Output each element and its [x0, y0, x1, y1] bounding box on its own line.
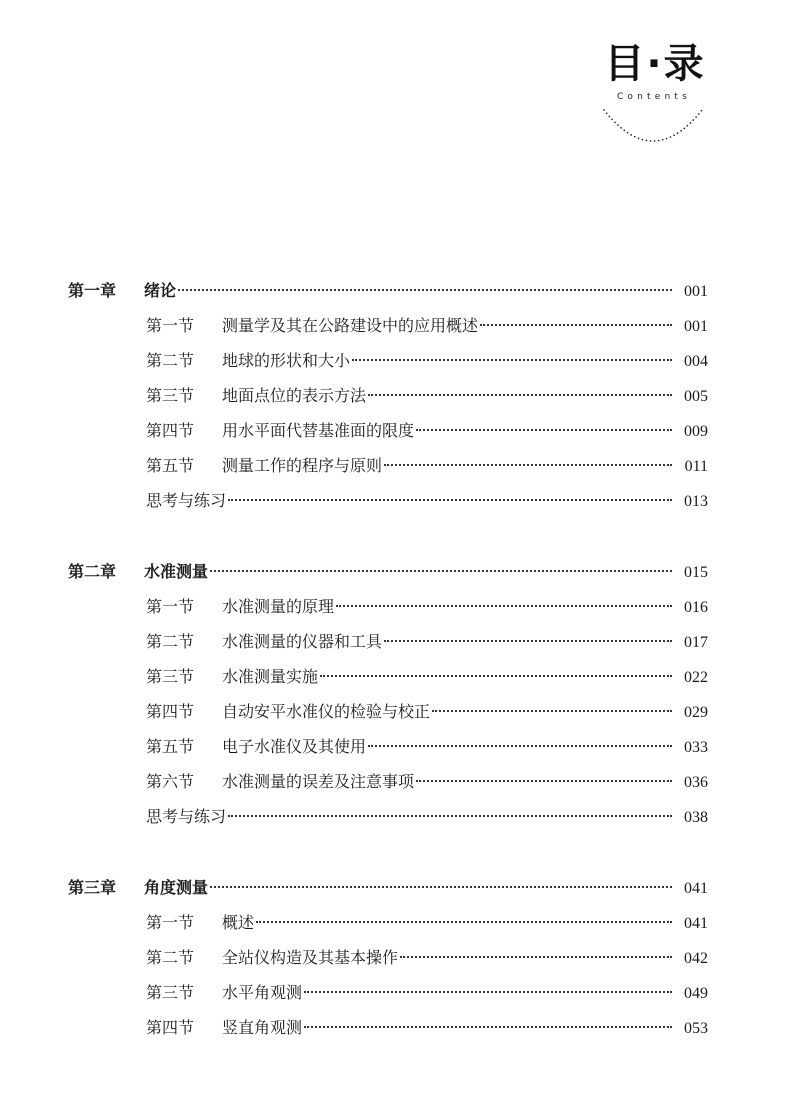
- toc-entry-label: 第一章: [68, 281, 117, 300]
- toc-section-row[interactable]: [146, 660, 708, 694]
- toc-entry-label: 第二节: [146, 351, 195, 370]
- dot-leader: [304, 1025, 672, 1028]
- toc-page-number: 036: [684, 774, 708, 791]
- toc-page-number: 053: [684, 1020, 708, 1037]
- dot-leader: [228, 814, 672, 817]
- toc-entry-title: 测量学及其在公路建设中的应用概述: [222, 316, 479, 335]
- toc-page-number: 029: [684, 704, 708, 721]
- toc-entry-title: 水准测量的误差及注意事项: [222, 772, 415, 791]
- dot-leader: [352, 358, 672, 361]
- toc-section-row[interactable]: [146, 765, 708, 799]
- dot-leader: [304, 990, 672, 993]
- toc-entry-title: 概述: [222, 913, 255, 932]
- toc-page-number: 041: [684, 880, 708, 897]
- toc-section-row[interactable]: [146, 590, 708, 624]
- toc-entry-label: 第五节: [146, 737, 195, 756]
- toc-section-row[interactable]: [146, 941, 708, 975]
- toc-entry-label: 第二节: [146, 632, 195, 651]
- dot-leader: [400, 955, 672, 958]
- toc-entry-title: 测量工作的程序与原则: [222, 456, 383, 475]
- toc-entry-title: 思考与练习: [146, 491, 227, 510]
- toc-page-number: 017: [684, 634, 708, 651]
- toc-entry-label: 第五节: [146, 456, 195, 475]
- toc-page-number: 016: [684, 599, 708, 616]
- toc-section-row[interactable]: [146, 344, 708, 378]
- toc-entry-label: 第六节: [146, 772, 195, 791]
- toc-entry-label: 第一节: [146, 913, 195, 932]
- toc-section-row[interactable]: [146, 625, 708, 659]
- toc-header: [580, 38, 730, 158]
- dot-leader: [368, 744, 672, 747]
- toc-entry-label: 第三节: [146, 983, 195, 1002]
- toc-section-row[interactable]: [146, 449, 708, 483]
- dot-leader: [228, 498, 672, 501]
- toc-page-number: 004: [684, 353, 708, 370]
- toc-entry-title: 思考与练习: [146, 807, 227, 826]
- toc-entry-label: 第四节: [146, 702, 195, 721]
- toc-section-row[interactable]: [146, 1011, 708, 1045]
- toc-entry-title: 竖直角观测: [222, 1018, 303, 1037]
- toc-page-number: 005: [684, 388, 708, 405]
- toc-section-row[interactable]: [146, 695, 708, 729]
- toc-entry-title: 自动安平水准仪的检验与校正: [222, 702, 431, 721]
- toc-page-number: 013: [684, 493, 708, 510]
- toc-page-number: 049: [684, 985, 708, 1002]
- toc-page-number: 001: [684, 283, 708, 300]
- toc-entry-label: 第三节: [146, 667, 195, 686]
- dot-leader: [432, 709, 672, 712]
- toc-page-number: 001: [684, 318, 708, 335]
- toc-page-number: 022: [684, 669, 708, 686]
- toc-entry-title: 电子水准仪及其使用: [222, 737, 367, 756]
- toc-section-row[interactable]: [146, 976, 708, 1010]
- toc-entry-label: 第一节: [146, 316, 195, 335]
- toc-page-number: 011: [684, 458, 708, 475]
- toc-entry-title: 地面点位的表示方法: [222, 386, 367, 405]
- toc-page-number: 042: [684, 950, 708, 967]
- toc-entry-title: 水准测量的原理: [222, 597, 335, 616]
- dot-leader: [480, 323, 672, 326]
- dot-leader: [178, 288, 672, 291]
- toc-page-number: 041: [684, 915, 708, 932]
- toc-entry-label: 第一节: [146, 597, 195, 616]
- page-title: 目·录: [604, 41, 706, 87]
- toc-entry-label: 第三节: [146, 386, 195, 405]
- dot-leader: [368, 393, 672, 396]
- toc-entry-label: 第四节: [146, 1018, 195, 1037]
- toc-entry-title: 角度测量: [144, 878, 209, 897]
- toc-page-number: 033: [684, 739, 708, 756]
- toc-entry-title: 水准测量的仪器和工具: [222, 632, 383, 651]
- toc-entry-title: 水准测量: [144, 562, 209, 581]
- toc-section-row[interactable]: [146, 309, 708, 343]
- toc-entry-label: 第二节: [146, 948, 195, 967]
- toc-entry-label: 第三章: [68, 878, 117, 897]
- toc-chapter-row[interactable]: [68, 555, 708, 589]
- dot-leader: [416, 428, 672, 431]
- dot-leader: [210, 569, 672, 572]
- toc-page-number: 015: [684, 564, 708, 581]
- toc-entry-title: 全站仪构造及其基本操作: [222, 948, 399, 967]
- toc-chapter-row[interactable]: [68, 274, 708, 308]
- toc-section-row[interactable]: [146, 730, 708, 764]
- toc-entry-title: 绪论: [144, 281, 177, 300]
- toc-entry-title: 水准测量实施: [222, 667, 319, 686]
- dot-leader: [320, 674, 672, 677]
- dot-leader: [256, 920, 672, 923]
- toc-entry-label: 第二章: [68, 562, 117, 581]
- dot-leader: [336, 604, 672, 607]
- page-subtitle: Contents: [616, 92, 692, 102]
- dot-leader: [384, 639, 672, 642]
- toc-page-number: 009: [684, 423, 708, 440]
- dotted-arc-ornament: [598, 102, 708, 152]
- toc-entry-label: 第四节: [146, 421, 195, 440]
- toc-entry-title: 地球的形状和大小: [222, 351, 351, 370]
- toc-section-row[interactable]: [146, 414, 708, 448]
- toc-page-number: 038: [684, 809, 708, 826]
- dot-leader: [384, 463, 672, 466]
- toc-entry-title: 水平角观测: [222, 983, 303, 1002]
- toc-entry-title: 用水平面代替基准面的限度: [222, 421, 415, 440]
- toc-chapter-row[interactable]: [68, 871, 708, 905]
- toc-section-row[interactable]: [146, 906, 708, 940]
- dot-leader: [416, 779, 672, 782]
- toc-section-row[interactable]: [146, 484, 708, 518]
- dot-leader: [210, 885, 672, 888]
- toc-section-row[interactable]: [146, 800, 708, 834]
- toc-section-row[interactable]: [146, 379, 708, 413]
